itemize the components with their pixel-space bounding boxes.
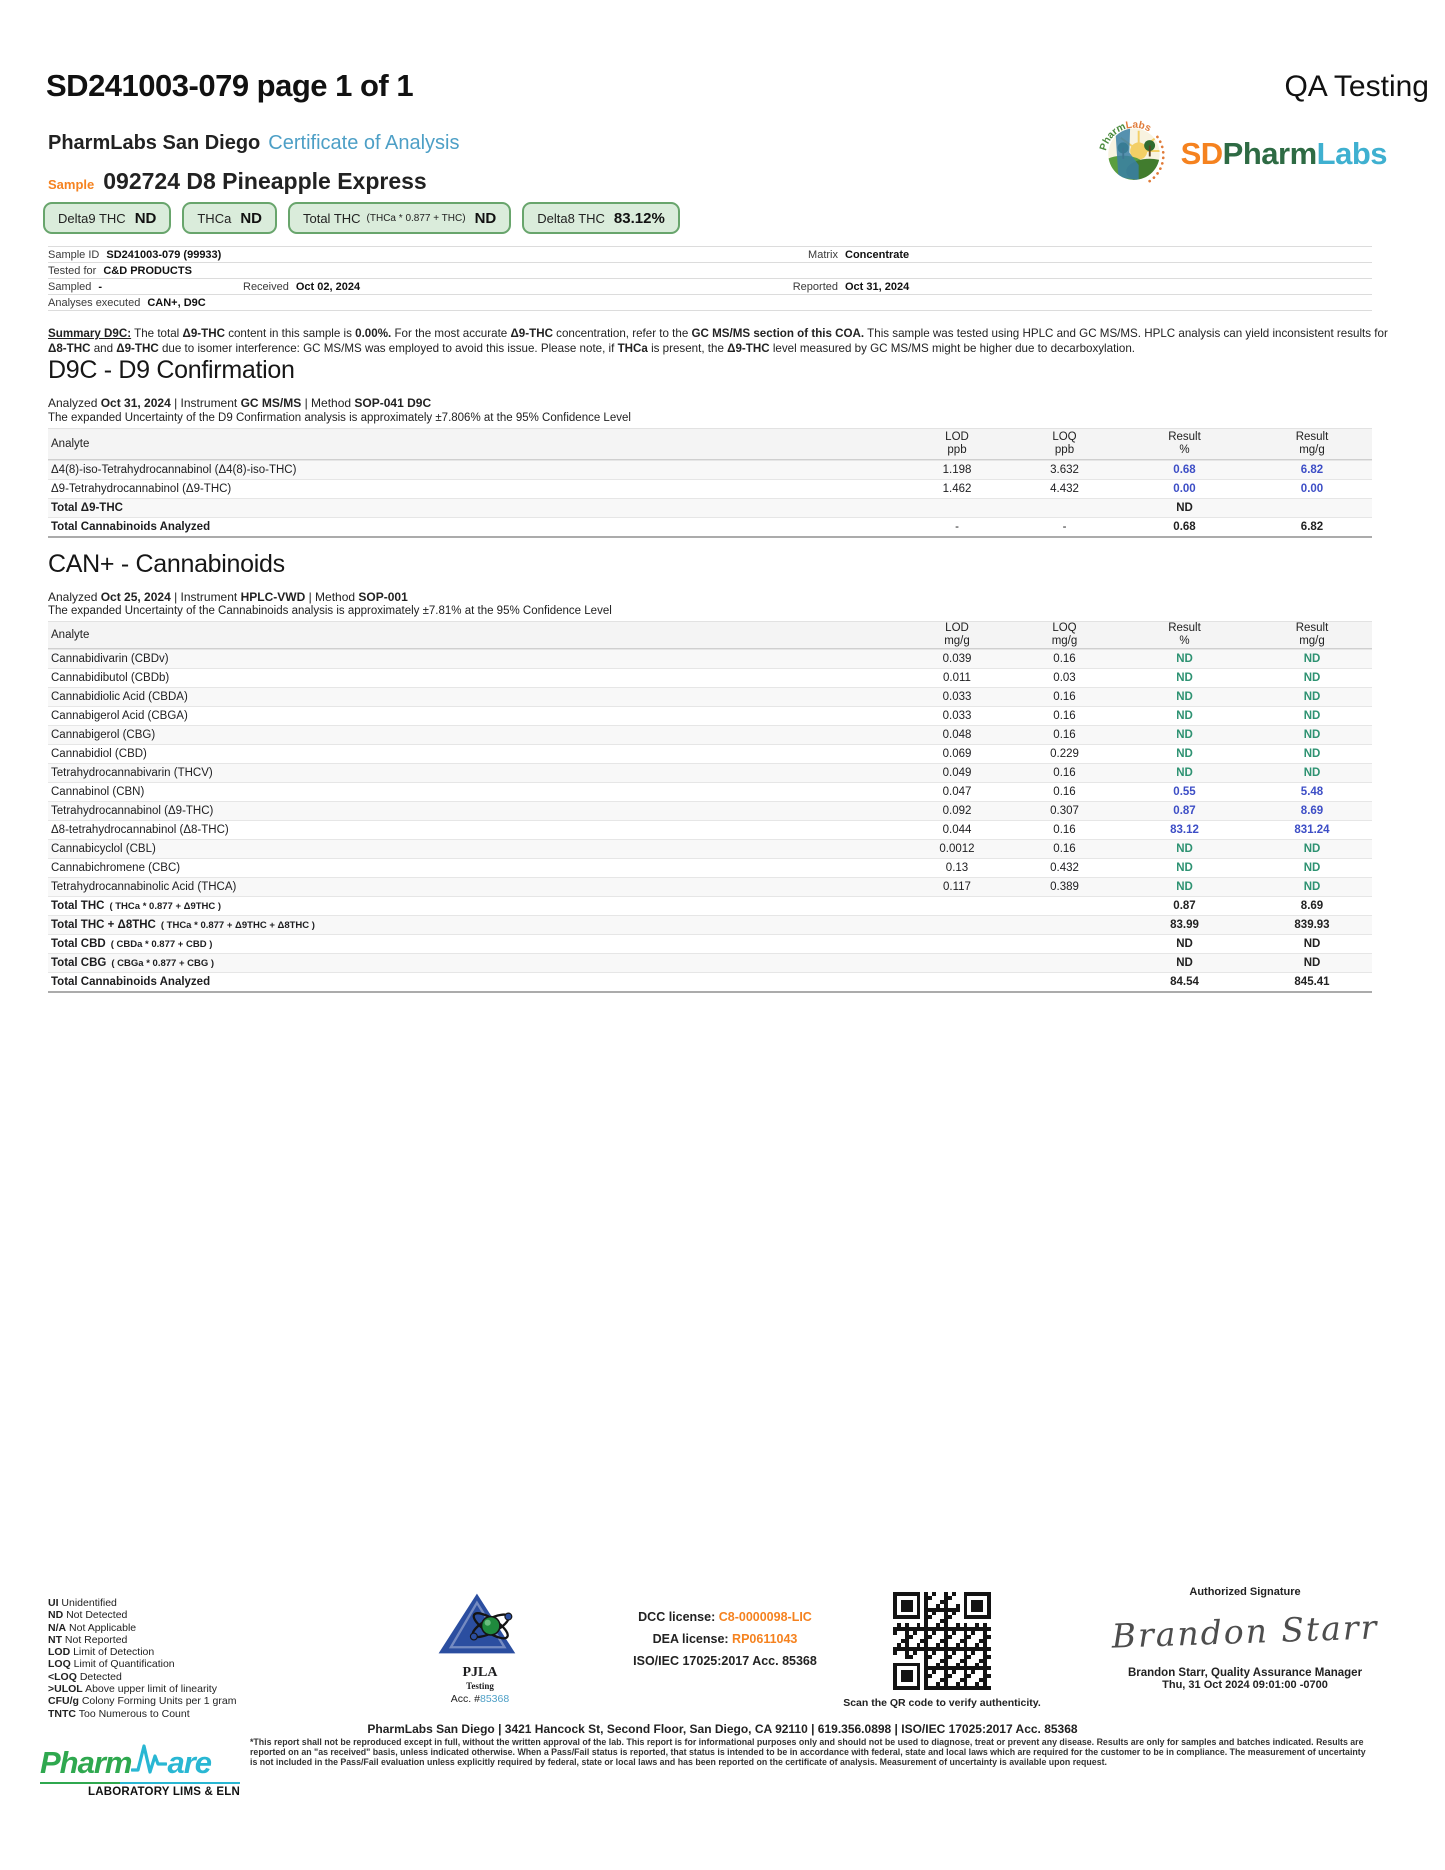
abbreviation-item: [48, 1683, 236, 1695]
summary-part: and: [90, 342, 117, 356]
abbreviation-code: CFU/g: [48, 1695, 79, 1708]
abbreviation-text: Limit of Detection: [73, 1646, 155, 1659]
can-meta-part: Analyzed: [48, 590, 101, 604]
analyte-name: Total THC + Δ8THC: [51, 919, 156, 931]
summary-part: The total: [131, 327, 183, 340]
pharmware-logo: [40, 1742, 240, 1798]
table-row: [48, 725, 1372, 744]
doc-type: Certificate of Analysis: [268, 132, 460, 154]
result-mg-value: ND: [1303, 748, 1321, 760]
lab-address-line: PharmLabs San Diego | 3421 Hancock St, Second Floor, San Diego, CA 92110 | 619.356.0898 | ISO/IEC 17025:2017 Acc. 85368: [367, 1722, 1078, 1736]
signer-name-title: Brandon Starr, Quality Assurance Manager: [1127, 1667, 1363, 1679]
loq-value: 0.16: [1053, 710, 1076, 722]
summary-part: Δ8-THC: [48, 342, 91, 356]
result-pct-value: ND: [1176, 843, 1193, 855]
abbreviation-code: LOD: [48, 1646, 71, 1659]
table-row: [48, 687, 1372, 706]
abbreviation-code: LOQ: [48, 1658, 71, 1671]
loq-value: -: [1062, 521, 1067, 533]
emblem-text-labs: Labs: [1124, 119, 1153, 135]
abbreviation-code: TNTC: [48, 1707, 76, 1720]
can-col-result-mg: Result mg/g: [1295, 622, 1329, 647]
lod-value: 0.044: [942, 824, 972, 836]
result-pill: [522, 202, 680, 234]
result-mg-value: ND: [1303, 653, 1321, 665]
lod-value: 0.047: [942, 786, 972, 798]
result-pill: [182, 202, 277, 234]
result-pct-value: 0.68: [1173, 464, 1196, 476]
table-row: [48, 479, 1372, 498]
d9c-table-header: [48, 428, 1372, 460]
result-mg-value: ND: [1303, 767, 1321, 779]
analyte-name: Tetrahydrocannabinolic Acid (THCA): [51, 881, 237, 893]
pill-value: ND: [474, 209, 497, 227]
pjla-logo-icon: [434, 1645, 526, 1662]
pjla-name: PJLA: [462, 1665, 498, 1680]
abbreviation-code: UI: [48, 1597, 59, 1609]
analyte-name: Total Δ9-THC: [51, 502, 123, 514]
analyte-name: Cannabidiol (CBD): [51, 748, 147, 760]
lod-value: 0.011: [943, 672, 971, 684]
sampled-value: -: [98, 280, 103, 293]
signature-datetime: Thu, 31 Oct 2024 09:01:00 -0700: [1162, 1679, 1328, 1691]
brand-wordmark: [1181, 136, 1387, 172]
result-mg-value: ND: [1303, 862, 1321, 874]
abbreviation-text: Detected: [79, 1670, 122, 1683]
result-mg-value: ND: [1303, 672, 1321, 684]
pjla-sub: Testing: [466, 1681, 494, 1691]
summary-part: 0.00%.: [355, 327, 392, 340]
abbreviation-item: [48, 1708, 236, 1720]
subheader: [48, 132, 459, 155]
can-meta-part: SOP-001: [358, 590, 408, 604]
analyte-name: Tetrahydrocannabivarin (THCV): [51, 767, 213, 779]
d9c-meta-part: | Method: [301, 396, 355, 410]
result-pct-value: ND: [1176, 881, 1193, 893]
page-title: SD241003-079 page 1 of 1: [46, 68, 414, 103]
lod-value: 0.033: [942, 710, 972, 722]
analyte-name: Cannabidiolic Acid (CBDA): [51, 691, 188, 703]
result-pct-value: ND: [1176, 862, 1193, 874]
received-group: [243, 281, 360, 293]
analyte-name: Cannabinol (CBN): [51, 786, 145, 798]
abbreviation-code: ND: [48, 1609, 64, 1622]
can-section-title: CAN+ - Cannabinoids: [48, 550, 285, 578]
pill-label: Total THC: [302, 210, 361, 226]
pill-label: Delta8 THC: [537, 210, 605, 226]
received-value: Oct 02, 2024: [295, 280, 361, 293]
result-pct-value: ND: [1176, 691, 1193, 703]
d9c-meta-part: SOP-041 D9C: [354, 396, 432, 410]
result-pct-value: 83.12: [1170, 824, 1199, 836]
d9c-col-lod: LOD ppb: [945, 431, 969, 456]
info-row-analyses: [48, 294, 1372, 311]
summary-label: Summary D9C:: [48, 327, 132, 340]
sample-name: 092724 D8 Pineapple Express: [103, 168, 427, 194]
abbreviation-item: [48, 1597, 236, 1609]
analyte-name: Cannabichromene (CBC): [51, 862, 181, 874]
lab-name: PharmLabs San Diego: [48, 132, 261, 154]
loq-value: 0.432: [1050, 862, 1079, 874]
analyte-name: Δ8-tetrahydrocannabinol (Δ8-THC): [51, 824, 229, 836]
result-mg-value: ND: [1303, 843, 1321, 855]
dcc-license-line: DCC license: C8-0000098-LIC: [638, 1610, 812, 1624]
d9c-meta-part: GC MS/MS: [240, 396, 302, 410]
brand-labs: Labs: [1316, 135, 1387, 171]
table-row: [48, 953, 1372, 972]
loq-value: 0.307: [1050, 805, 1079, 817]
table-row: [48, 858, 1372, 877]
d9c-uncertainty: The expanded Uncertainty of the D9 Confirmation analysis is approximately ±7.806% at the 95% Confidence Level: [48, 412, 631, 424]
d9c-col-result-pct: Result %: [1168, 431, 1201, 456]
abbreviation-text: Limit of Quantification: [73, 1658, 175, 1671]
qr-code: [893, 1592, 991, 1690]
lod-value: 0.13: [945, 862, 969, 874]
result-pct-value: 83.99: [1170, 919, 1199, 931]
can-col-result-pct: Result %: [1168, 622, 1201, 647]
result-mg-value: ND: [1303, 729, 1321, 741]
abbreviation-text: Above upper limit of linearity: [85, 1683, 217, 1696]
analyses-value: CAN+, D9C: [147, 296, 206, 309]
sample-info: [48, 246, 1372, 311]
analyte-name: Cannabigerol (CBG): [51, 729, 156, 741]
qa-testing-label: QA Testing: [1284, 70, 1429, 103]
table-row: [48, 782, 1372, 801]
result-pct-value: 0.87: [1173, 900, 1196, 912]
analyte-formula: ( THCa * 0.877 + Δ9THC ): [109, 901, 222, 912]
result-pct-value: ND: [1176, 672, 1193, 684]
matrix-label: Matrix: [808, 248, 838, 261]
pill-label: THCa: [197, 210, 232, 226]
abbreviation-code: >ULOL: [48, 1683, 83, 1696]
can-col-loq: LOQ mg/g: [1051, 622, 1078, 647]
abbreviation-item: [48, 1646, 236, 1658]
d9c-col-analyte: Analyte: [51, 437, 90, 450]
heartbeat-icon: [131, 1742, 167, 1781]
result-pct-value: ND: [1176, 957, 1193, 969]
table-row: [48, 517, 1372, 536]
analyte-name: Total Cannabinoids Analyzed: [51, 976, 211, 988]
abbreviation-legend: [48, 1597, 236, 1720]
analyte-formula: ( CBGa * 0.877 + CBG ): [111, 958, 215, 969]
analyte-name: Total Cannabinoids Analyzed: [51, 521, 211, 533]
info-row-dates: [48, 278, 1372, 294]
analyte-name: Total CBD: [51, 938, 106, 950]
summary-text: [48, 327, 1388, 355]
table-row: [48, 763, 1372, 782]
sampled-label: Sampled: [48, 280, 92, 293]
table-row: [48, 915, 1372, 934]
report-disclaimer: *This report shall not be reproduced except in full, without the written approval of the lab. This report is for informational purposes only and should not be used to diagnose, treat or prevent any disease. Results are only for samples and batches indicated. Results are reported on an "as received" basis, unless indicated otherwise. When a Pass/Fail status is reported, that status is intended to be in accordance with federal, state and local laws which are required for the customer to be in compliance. The measurement of uncertainty is not included in the Pass/Fail evaluation unless explicitly required by federal, state or local laws and has been reported on the certificate of analysis. Measurement of uncertainty is available upon request.: [250, 1737, 1366, 1767]
result-pct-value: ND: [1176, 502, 1193, 514]
d9c-meta-part: Oct 31, 2024: [100, 396, 171, 410]
reported-value: Oct 31, 2024: [845, 280, 910, 293]
result-pct-value: 0.68: [1173, 521, 1196, 533]
table-row: [48, 934, 1372, 953]
d9c-col-result-mg: Result mg/g: [1295, 431, 1329, 456]
d9c-meta: [48, 396, 431, 410]
result-mg-value: 831.24: [1294, 824, 1330, 836]
pharmware-pharm: Pharm: [40, 1745, 132, 1780]
lod-value: -: [955, 521, 959, 533]
table-row: [48, 820, 1372, 839]
result-mg-value: 8.69: [1300, 900, 1324, 912]
lod-value: 0.0012: [939, 843, 975, 855]
analyte-name: Cannabidivarin (CBDv): [51, 653, 169, 665]
received-label: Received: [243, 280, 289, 293]
sample-line: [48, 168, 427, 195]
loq-value: 0.16: [1053, 767, 1076, 779]
result-mg-value: ND: [1303, 710, 1321, 722]
result-pct-value: ND: [1176, 710, 1193, 722]
pharmware-are: are: [167, 1745, 212, 1780]
summary-part: is present, the: [647, 342, 728, 356]
summary-part: level measured by GC MS/MS might be higher due to decarboxylation.: [769, 342, 1135, 356]
analyte-name: Cannabicyclol (CBL): [51, 843, 156, 855]
result-pct-value: 0.55: [1173, 786, 1196, 798]
d9c-section-title: D9C - D9 Confirmation: [48, 356, 295, 384]
can-col-analyte: Analyte: [51, 628, 90, 641]
result-pct-value: ND: [1176, 729, 1193, 741]
sample-id-label: Sample ID: [48, 248, 100, 261]
loq-value: 0.389: [1050, 881, 1079, 893]
loq-value: 3.632: [1050, 464, 1079, 476]
lod-value: 0.092: [942, 805, 972, 817]
dcc-license-value: C8-0000098-LIC: [718, 1610, 812, 1624]
summary-part: Δ9-THC: [510, 327, 553, 340]
brand-sd: SD: [1180, 135, 1223, 171]
pill-value: ND: [134, 209, 157, 227]
pill-value: ND: [240, 209, 262, 227]
analyte-name: Total CBG: [51, 957, 107, 969]
lod-value: 0.033: [942, 691, 972, 703]
loq-value: 0.229: [1050, 748, 1079, 760]
loq-value: 0.16: [1053, 729, 1076, 741]
abbreviation-item: [48, 1671, 236, 1683]
result-pct-value: 0.00: [1173, 483, 1196, 495]
summary-part: content in this sample is: [224, 327, 356, 340]
summary-part: This sample was tested using HPLC and GC MS/MS. HPLC analysis can yield inconsistent results for: [864, 327, 1388, 340]
loq-value: 0.16: [1053, 824, 1076, 836]
lod-value: 0.039: [942, 653, 972, 665]
loq-value: 4.432: [1050, 483, 1079, 495]
info-row-sample-id: [48, 246, 1372, 262]
abbreviation-code: NT: [48, 1633, 62, 1646]
d9c-table: [48, 428, 1372, 538]
pharmware-wordmark: [40, 1742, 240, 1784]
authorized-signature-heading: Authorized Signature: [1189, 1586, 1301, 1598]
table-row: [48, 972, 1372, 991]
abbreviation-code: <LOQ: [48, 1670, 77, 1683]
loq-value: 0.16: [1053, 653, 1076, 665]
result-pct-value: ND: [1176, 767, 1193, 779]
d9c-meta-part: Analyzed: [48, 396, 101, 410]
result-pct-value: 84.54: [1170, 976, 1199, 988]
summary-part: due to isomer interference: GC MS/MS was employed to avoid this issue. Please note, if: [158, 342, 618, 356]
table-row: [48, 839, 1372, 858]
qr-caption: Scan the QR code to verify authenticity.: [843, 1697, 1041, 1709]
abbreviation-code: N/A: [48, 1621, 67, 1634]
can-table-body: [48, 649, 1372, 991]
result-mg-value: 5.48: [1300, 786, 1324, 798]
result-mg-value: 8.69: [1300, 805, 1324, 817]
analyte-name: Total THC: [51, 900, 105, 912]
summary-part: Δ9-THC: [182, 327, 225, 340]
pharmware-subtitle: LABORATORY LIMS & ELN: [88, 1786, 240, 1798]
table-row: [48, 649, 1372, 668]
table-row: [48, 668, 1372, 687]
lod-value: 0.117: [943, 881, 971, 893]
lod-value: 1.462: [942, 483, 972, 495]
can-table: [48, 621, 1372, 993]
dea-license-value: RP0611043: [732, 1632, 798, 1646]
abbreviation-item: [48, 1622, 236, 1634]
can-meta-part: Oct 25, 2024: [100, 590, 171, 604]
result-mg-value: ND: [1303, 938, 1321, 950]
abbreviation-text: Not Reported: [64, 1633, 128, 1646]
result-pct-value: ND: [1176, 748, 1193, 760]
result-mg-value: 0.00: [1300, 483, 1324, 495]
result-pill: [43, 202, 171, 234]
sample-label: Sample: [48, 177, 95, 192]
result-mg-value: 6.82: [1300, 521, 1324, 533]
summary-part: concentration, refer to the: [552, 327, 692, 340]
reported-label: Reported: [792, 280, 838, 293]
pill-formula: (THCa * 0.877 + THC): [366, 212, 466, 224]
info-row-tested-for: [48, 262, 1372, 278]
table-row: [48, 896, 1372, 915]
analyses-label: Analyses executed: [48, 296, 141, 309]
signature-script: Brandon Starr: [1111, 1607, 1379, 1656]
result-mg-value: 839.93: [1294, 919, 1330, 931]
loq-value: 0.03: [1053, 672, 1076, 684]
analyte-name: Cannabigerol Acid (CBGA): [51, 710, 188, 722]
dea-license-line: DEA license: RP0611043: [652, 1632, 798, 1646]
emblem-text-pharm: Pharm: [1097, 121, 1127, 152]
result-pct-value: ND: [1176, 653, 1193, 665]
abbreviation-text: Unidentified: [61, 1597, 117, 1609]
abbreviation-item: [48, 1695, 236, 1707]
table-row: [48, 498, 1372, 517]
summary-d9c: [48, 326, 1404, 357]
result-pct-value: 0.87: [1173, 805, 1196, 817]
loq-value: 0.16: [1053, 843, 1076, 855]
summary-part: section of this COA.: [750, 327, 865, 340]
d9c-table-body: [48, 460, 1372, 536]
iso-accreditation-line: ISO/IEC 17025:2017 Acc. 85368: [633, 1654, 817, 1668]
summary-part: GC MS/MS: [691, 327, 751, 340]
abbreviation-text: Not Detected: [66, 1609, 128, 1622]
result-mg-value: 845.41: [1294, 976, 1330, 988]
analyte-name: Cannabidibutol (CBDb): [51, 672, 170, 684]
table-row: [48, 706, 1372, 725]
can-meta-part: | Method: [305, 590, 359, 604]
table-row: [48, 460, 1372, 479]
pill-value: 83.12%: [613, 209, 665, 227]
pharmlabs-emblem-icon: [1095, 112, 1173, 195]
pill-label: Delta9 THC: [58, 210, 126, 226]
result-pct-value: ND: [1176, 938, 1193, 950]
result-pill: [288, 202, 511, 234]
table-row: [48, 801, 1372, 820]
summary-part: Δ9-THC: [727, 342, 770, 356]
summary-part: For the most accurate: [391, 327, 511, 340]
analyte-name: Tetrahydrocannabinol (Δ9-THC): [51, 805, 214, 817]
license-block: [592, 1606, 858, 1672]
abbreviation-text: Colony Forming Units per 1 gram: [81, 1695, 237, 1708]
abbreviation-item: [48, 1634, 236, 1646]
lod-value: 1.198: [942, 464, 972, 476]
result-mg-value: 6.82: [1300, 464, 1324, 476]
pjla-accreditation: [412, 1592, 548, 1705]
analyte-formula: ( CBDa * 0.877 + CBD ): [110, 939, 213, 950]
result-mg-value: ND: [1303, 881, 1321, 893]
tested-for-value: C&D PRODUCTS: [103, 264, 192, 277]
table-row: [48, 744, 1372, 763]
tested-for-label: Tested for: [48, 264, 97, 277]
result-mg-value: ND: [1303, 957, 1321, 969]
brand-pharm: Pharm: [1222, 135, 1317, 171]
loq-value: 0.16: [1053, 786, 1076, 798]
signature-block: [1072, 1586, 1418, 1691]
can-col-lod: LOD mg/g: [944, 622, 970, 647]
summary-part: THCa: [617, 342, 648, 356]
loq-value: 0.16: [1053, 691, 1076, 703]
lod-value: 0.049: [942, 767, 972, 779]
matrix-value: Concentrate: [845, 248, 910, 261]
result-pills: [43, 202, 680, 234]
analyte-name: Δ4(8)-iso-Tetrahydrocannabinol (Δ4(8)-iso-THC): [51, 464, 297, 476]
abbreviation-text: Not Applicable: [69, 1621, 137, 1634]
can-meta: [48, 590, 408, 604]
lod-value: 0.069: [942, 748, 972, 760]
table-row: [48, 877, 1372, 896]
d9c-meta-part: | Instrument: [170, 396, 241, 410]
can-table-header: [48, 621, 1372, 649]
abbreviation-item: [48, 1658, 236, 1670]
can-uncertainty: The expanded Uncertainty of the Cannabinoids analysis is approximately ±7.81% at the 95% Confidence Level: [48, 605, 612, 617]
d9c-col-loq: LOQ ppb: [1052, 431, 1077, 456]
summary-part: Δ9-THC: [116, 342, 159, 356]
can-meta-part: HPLC-VWD: [240, 590, 306, 604]
can-meta-part: | Instrument: [170, 590, 241, 604]
abbreviation-text: Too Numerous to Count: [78, 1707, 190, 1720]
sample-id-value: SD241003-079 (99933): [106, 248, 222, 261]
analyte-name: Δ9-Tetrahydrocannabinol (Δ9-THC): [51, 483, 232, 495]
pjla-accreditation-number: Acc. #85368: [450, 1693, 510, 1705]
abbreviation-item: [48, 1609, 236, 1621]
analyte-formula: ( THCa * 0.877 + Δ9THC + Δ8THC ): [160, 920, 315, 931]
result-mg-value: ND: [1303, 691, 1321, 703]
sdpharmlabs-logo: [1095, 112, 1387, 195]
lod-value: 0.048: [942, 729, 972, 741]
